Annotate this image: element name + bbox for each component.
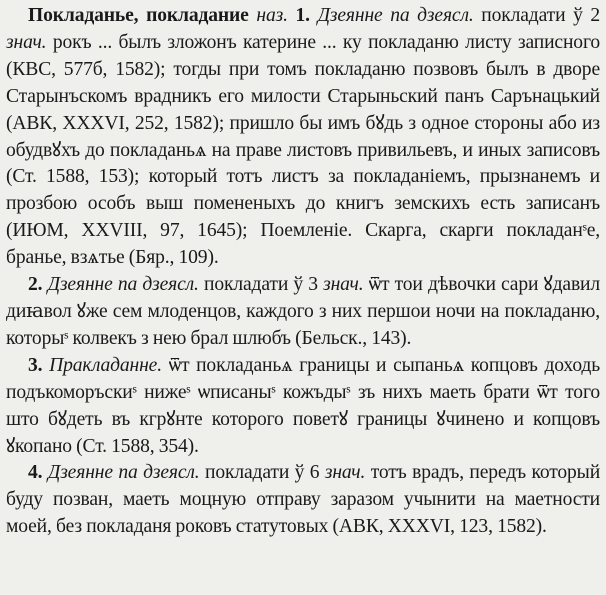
dictionary-entry-sense-4	[6, 460, 600, 541]
headword: Покладанье, покладание	[28, 5, 249, 26]
verb-reference: покладати ў 6	[205, 462, 320, 484]
dictionary-entry-sense-1	[6, 3, 600, 272]
sense-gloss: Дзеянне па дзеясл.	[317, 5, 474, 26]
sense-number: 2.	[28, 274, 43, 296]
part-of-speech: наз.	[256, 5, 288, 26]
verb-reference: покладати ў 3	[204, 274, 318, 296]
sense-number: 1.	[295, 5, 310, 26]
sense-gloss: Дзеянне па дзеясл.	[47, 274, 199, 296]
sense-gloss: Пракладанне.	[49, 354, 162, 376]
sense-gloss: Дзеянне па дзеясл.	[47, 462, 200, 484]
verb-reference: покладати ў 2	[481, 5, 601, 26]
znach-label: знач.	[6, 31, 47, 53]
sense-number: 3.	[28, 354, 43, 376]
znach-label: знач.	[323, 274, 364, 296]
sense-text: тотъ врадъ, передъ который буду позван, маеть моцную отправу заразом учынити на маетности моей, без покладаня роковъ статутовых (АВК, XXXVI, 123, 1582).	[6, 462, 601, 538]
dictionary-entry-sense-3	[6, 353, 600, 461]
znach-label: знач.	[324, 462, 366, 484]
dictionary-entry-sense-2	[6, 272, 600, 353]
sense-text: ѿт тои дѣвочки сари ꙋдавил диꙗвол ꙋже сем млоденцов, каждого з них першои ночи на покладаню, которыˢ колвекъ з нею брал шлюбъ (Бельск., 143).	[6, 274, 601, 349]
sense-text: ѿт покладаньѧ границы и сыпаньѧ копцовъ доходь подъкоморъскиˢ нижеˢ ѡписаныˢ кожъдыˢ зъ нихъ маеть брати ѿт того што бꙋдеть въ кгрꙋнте которого поветꙋ границы ꙋчинено и копцовъ ꙋкопано (Ст. 1588, 354).	[6, 354, 601, 457]
sense-number: 4.	[28, 462, 43, 484]
sense-text: рокъ ... былъ зложонъ катерине ... ку покладаню листу записного (КВС, 577б, 1582); тогды при томъ покладаню позвовъ былъ в дворе Старынъскомъ врадникъ его милости Старыньский панъ Сарънацький (АВК, XXXVI, 252, 1582); пришло бы имъ бꙋдь з одное стороны або из обудвꙋхъ до покладаньѧ на праве листовъ привильевъ, и иныx записовъ (Ст. 1588, 153); который тотъ листъ за покладаніемъ, прызнанемъ и прозбою особъ выш помененыхъ до книгъ земскихъ есть записанъ (ИЮМ, XXVIII, 97, 1645); Поемленіе. Скарга, скарги покладанˢе, бранье, взѧтье (Бяр., 109).	[6, 31, 601, 269]
